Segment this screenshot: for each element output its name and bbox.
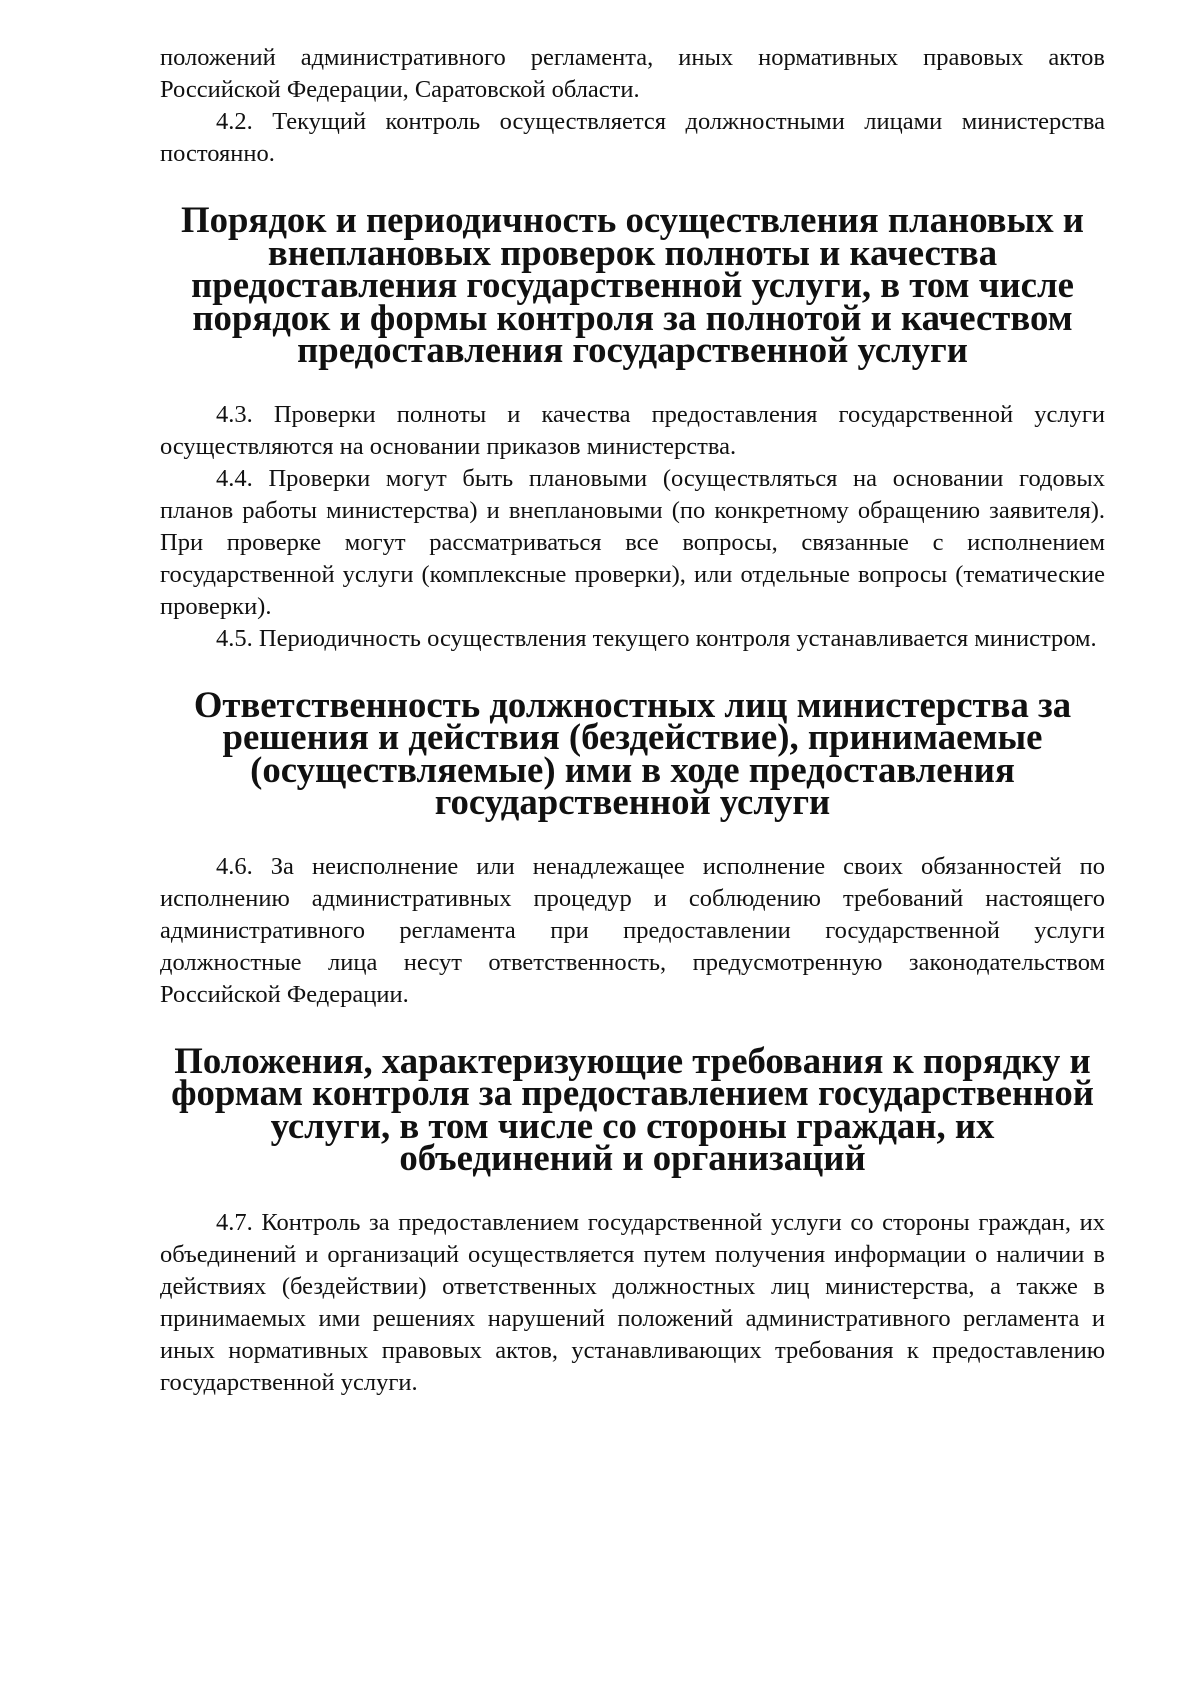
section-heading-inspections: Порядок и периодичность осуществления плановых и внеплановых проверок полноты и качества предоставления государственной услуги, в том числе порядок и формы контроля за полнотой и качеством предоставления государственной услуги <box>181 199 1084 370</box>
paragraph-4-2: 4.2. Текущий контроль осуществляется должностными лицами министерства постоянно. <box>160 108 1105 167</box>
spacer <box>160 1175 1105 1207</box>
spacer <box>160 367 1105 399</box>
paragraph-4-5: 4.5. Периодичность осуществления текущего контроля устанавливается министром. <box>216 624 1097 652</box>
spacer <box>160 819 1105 851</box>
paragraph-4-3: 4.3. Проверки полноты и качества предоставления государственной услуги осуществляются на основании приказов министерства. <box>160 400 1105 460</box>
paragraph-4-7: 4.7. Контроль за предоставлением государственной услуги со стороны граждан, их объединений и организаций осуществляется путем получения информации о наличии в действиях (бездействии) ответственных должностных лиц министерства, а также в принимаемых ими решениях нарушений положений административного регламента и иных нормативных правовых актов, устанавливающих требования к предоставлению государственной услуги. <box>160 1208 1105 1396</box>
paragraph-4-4: 4.4. Проверки могут быть плановыми (осуществляться на основании годовых планов работы министерства) и внеплановыми (по конкретному обращению заявителя). При проверке могут рассматриваться все вопросы, связанные с исполнением государственной услуги (комплексные проверки), или отдельные вопросы (тематические проверки). <box>160 464 1105 620</box>
section-heading-citizen-control: Положения, характеризующие требования к порядку и формам контроля за предоставлением государственной услуги, в том числе со стороны граждан, их объединений и организаций <box>171 1039 1094 1178</box>
paragraph-4-6: 4.6. За неисполнение или ненадлежащее исполнение своих обязанностей по исполнению административных процедур и соблюдению требований настоящего административного регламента при предоставлении государственной услуги должностные лица несут ответственность, предусмотренную законодательством Российской Федерации. <box>160 852 1105 1008</box>
intro-paragraph: положений административного регламента, иных нормативных правовых актов Российской Федерации, Саратовской области. <box>160 44 1105 103</box>
section-heading-responsibility: Ответственность должностных лиц министерства за решения и действия (бездействие), принимаемые (осуществляемые) ими в ходе предоставления государственной услуги <box>193 683 1072 822</box>
